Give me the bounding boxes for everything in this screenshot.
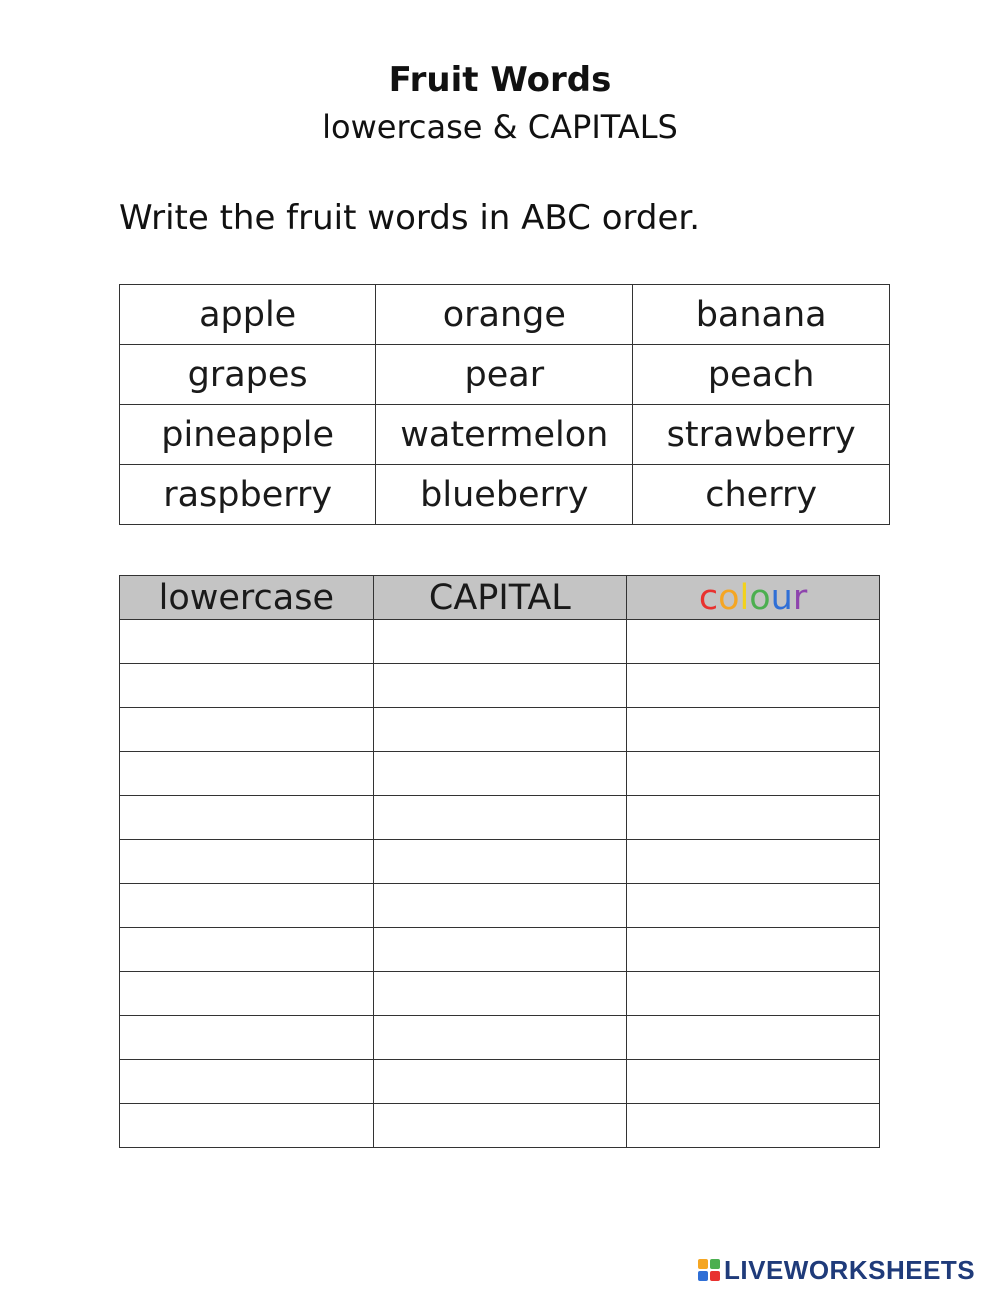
word-bank-cell: blueberry: [376, 465, 633, 525]
capital-answer-cell[interactable]: [373, 972, 626, 1016]
word-bank-cell: cherry: [633, 465, 890, 525]
colour-letter: o: [718, 577, 740, 618]
word-bank-cell: pineapple: [120, 405, 376, 465]
colour-answer-cell[interactable]: [627, 884, 880, 928]
answer-row: [120, 708, 880, 752]
lowercase-answer-cell[interactable]: [120, 1060, 374, 1104]
colour-answer-cell[interactable]: [627, 796, 880, 840]
capital-answer-cell[interactable]: [373, 796, 626, 840]
capital-answer-cell[interactable]: [373, 928, 626, 972]
capital-answer-cell[interactable]: [373, 664, 626, 708]
lowercase-answer-cell[interactable]: [120, 664, 374, 708]
word-bank-cell: pear: [376, 345, 633, 405]
capital-answer-cell[interactable]: [373, 1016, 626, 1060]
lowercase-answer-cell[interactable]: [120, 884, 374, 928]
answer-row: [120, 928, 880, 972]
page-subtitle: lowercase & CAPITALS: [322, 108, 678, 146]
colour-letter: c: [698, 577, 719, 618]
colour-letter: r: [792, 577, 808, 618]
lowercase-answer-cell[interactable]: [120, 972, 374, 1016]
word-bank-table: [119, 284, 890, 525]
lowercase-answer-cell[interactable]: [120, 708, 374, 752]
capital-answer-cell[interactable]: [373, 752, 626, 796]
capital-answer-cell[interactable]: [373, 708, 626, 752]
word-bank-cell: watermelon: [376, 405, 633, 465]
header-lowercase: lowercase: [120, 576, 374, 620]
logo-square: [698, 1271, 708, 1281]
word-bank-cell: banana: [633, 285, 890, 345]
word-bank-row: [120, 465, 890, 525]
answer-header-row: [120, 576, 880, 620]
colour-answer-cell[interactable]: [627, 972, 880, 1016]
header-capital: CAPITAL: [373, 576, 626, 620]
colour-answer-cell[interactable]: [627, 1060, 880, 1104]
colour-letter: l: [739, 577, 750, 618]
colour-answer-cell[interactable]: [627, 620, 880, 664]
word-bank-row: [120, 345, 890, 405]
capital-answer-cell[interactable]: [373, 884, 626, 928]
colour-answer-cell[interactable]: [627, 752, 880, 796]
logo-square: [698, 1259, 708, 1269]
answer-row: [120, 1016, 880, 1060]
lowercase-answer-cell[interactable]: [120, 1016, 374, 1060]
lowercase-answer-cell[interactable]: [120, 620, 374, 664]
lowercase-answer-cell[interactable]: [120, 1104, 374, 1148]
lowercase-answer-cell[interactable]: [120, 928, 374, 972]
page-title: Fruit Words: [388, 60, 612, 100]
word-bank-cell: raspberry: [120, 465, 376, 525]
answer-row: [120, 752, 880, 796]
logo-text: LIVEWORKSHEETS: [724, 1254, 976, 1285]
colour-answer-cell[interactable]: [627, 708, 880, 752]
lowercase-answer-cell[interactable]: [120, 752, 374, 796]
answer-row: [120, 664, 880, 708]
answer-row: [120, 972, 880, 1016]
word-bank-row: [120, 285, 890, 345]
lowercase-answer-cell[interactable]: [120, 840, 374, 884]
logo-mark-icon: [698, 1259, 720, 1281]
capital-answer-cell[interactable]: [373, 1060, 626, 1104]
word-bank-cell: apple: [120, 285, 376, 345]
lowercase-answer-cell[interactable]: [120, 796, 374, 840]
colour-answer-cell[interactable]: [627, 840, 880, 884]
capital-answer-cell[interactable]: [373, 620, 626, 664]
answer-table: [119, 575, 880, 1148]
word-bank-cell: orange: [376, 285, 633, 345]
liveworksheets-logo: [698, 1255, 975, 1285]
header-colour: [627, 576, 880, 620]
answer-row: [120, 796, 880, 840]
answer-row: [120, 840, 880, 884]
answer-row: [120, 1104, 880, 1148]
colour-letter: o: [749, 577, 771, 618]
colour-answer-cell[interactable]: [627, 928, 880, 972]
logo-square: [710, 1259, 720, 1269]
instruction-text: Write the fruit words in ABC order.: [119, 198, 701, 238]
word-bank-cell: strawberry: [633, 405, 890, 465]
word-bank-row: [120, 405, 890, 465]
word-bank-cell: peach: [633, 345, 890, 405]
word-bank-cell: grapes: [120, 345, 376, 405]
answer-row: [120, 1060, 880, 1104]
answer-row: [120, 884, 880, 928]
colour-letter: u: [770, 577, 793, 618]
capital-answer-cell[interactable]: [373, 840, 626, 884]
capital-answer-cell[interactable]: [373, 1104, 626, 1148]
colour-answer-cell[interactable]: [627, 664, 880, 708]
colour-answer-cell[interactable]: [627, 1016, 880, 1060]
colour-answer-cell[interactable]: [627, 1104, 880, 1148]
answer-row: [120, 620, 880, 664]
logo-square: [710, 1271, 720, 1281]
